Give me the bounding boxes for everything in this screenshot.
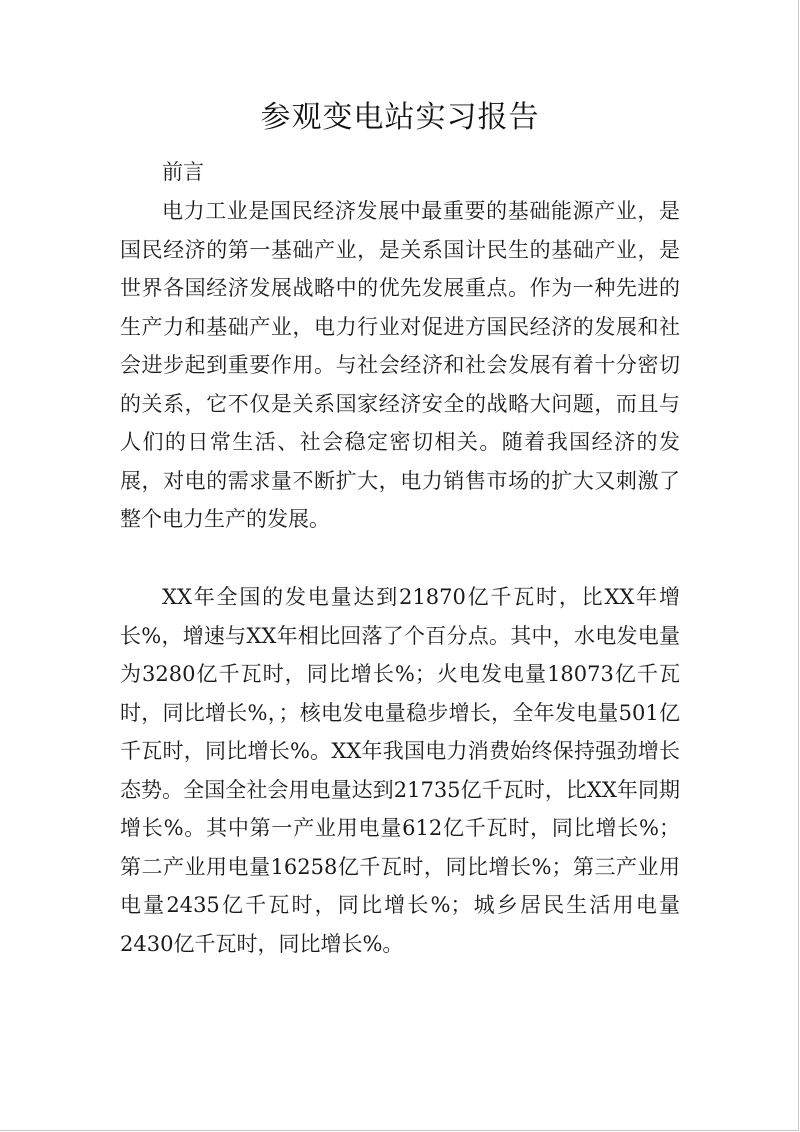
preface-heading: 前言 xyxy=(162,160,204,184)
document-title: 参观变电站实习报告 xyxy=(260,100,540,135)
paragraph-intro: 电力工业是国民经济发展中最重要的基础能源产业，是国民经济的第一基础产业，是关系国计民生的基础产业，是世界各国经济发展战略中的优先发展重点。作为一种先进的生产力和基础产业，电力行业对促进方国民经济的发展和社会进步起到重要作用。与社会经济和社会发展有着十分密切的关系，它不仅是关系国家经济安全的战略大问题，而且与人们的日常生活、社会稳定密切相关。随着我国经济的发展，对电的需求量不断扩大，电力销售市场的扩大又刺激了整个电力生产的发展。 xyxy=(120,199,680,531)
paragraph-statistics: XX年全国的发电量达到21870亿千瓦时，比XX年增长%，增速与XX年相比回落了个百分点。其中，水电发电量为3280亿千瓦时，同比增长%；火电发电量18073亿千瓦时，同比增长%，；核电发电量稳步增长，全年发电量501亿千瓦时，同比增长%。XX年我国电力消费始终保持强劲增长态势。全国全社会用电量达到21735亿千瓦时，比XX年同期增长%。其中第一产业用电量612亿千瓦时，同比增长%；第二产业用电量16258亿千瓦时，同比增长%；第三产业用电量2435亿千瓦时，同比增长%；城乡居民生活用电量2430亿千瓦时，同比增长%。 xyxy=(120,585,680,956)
